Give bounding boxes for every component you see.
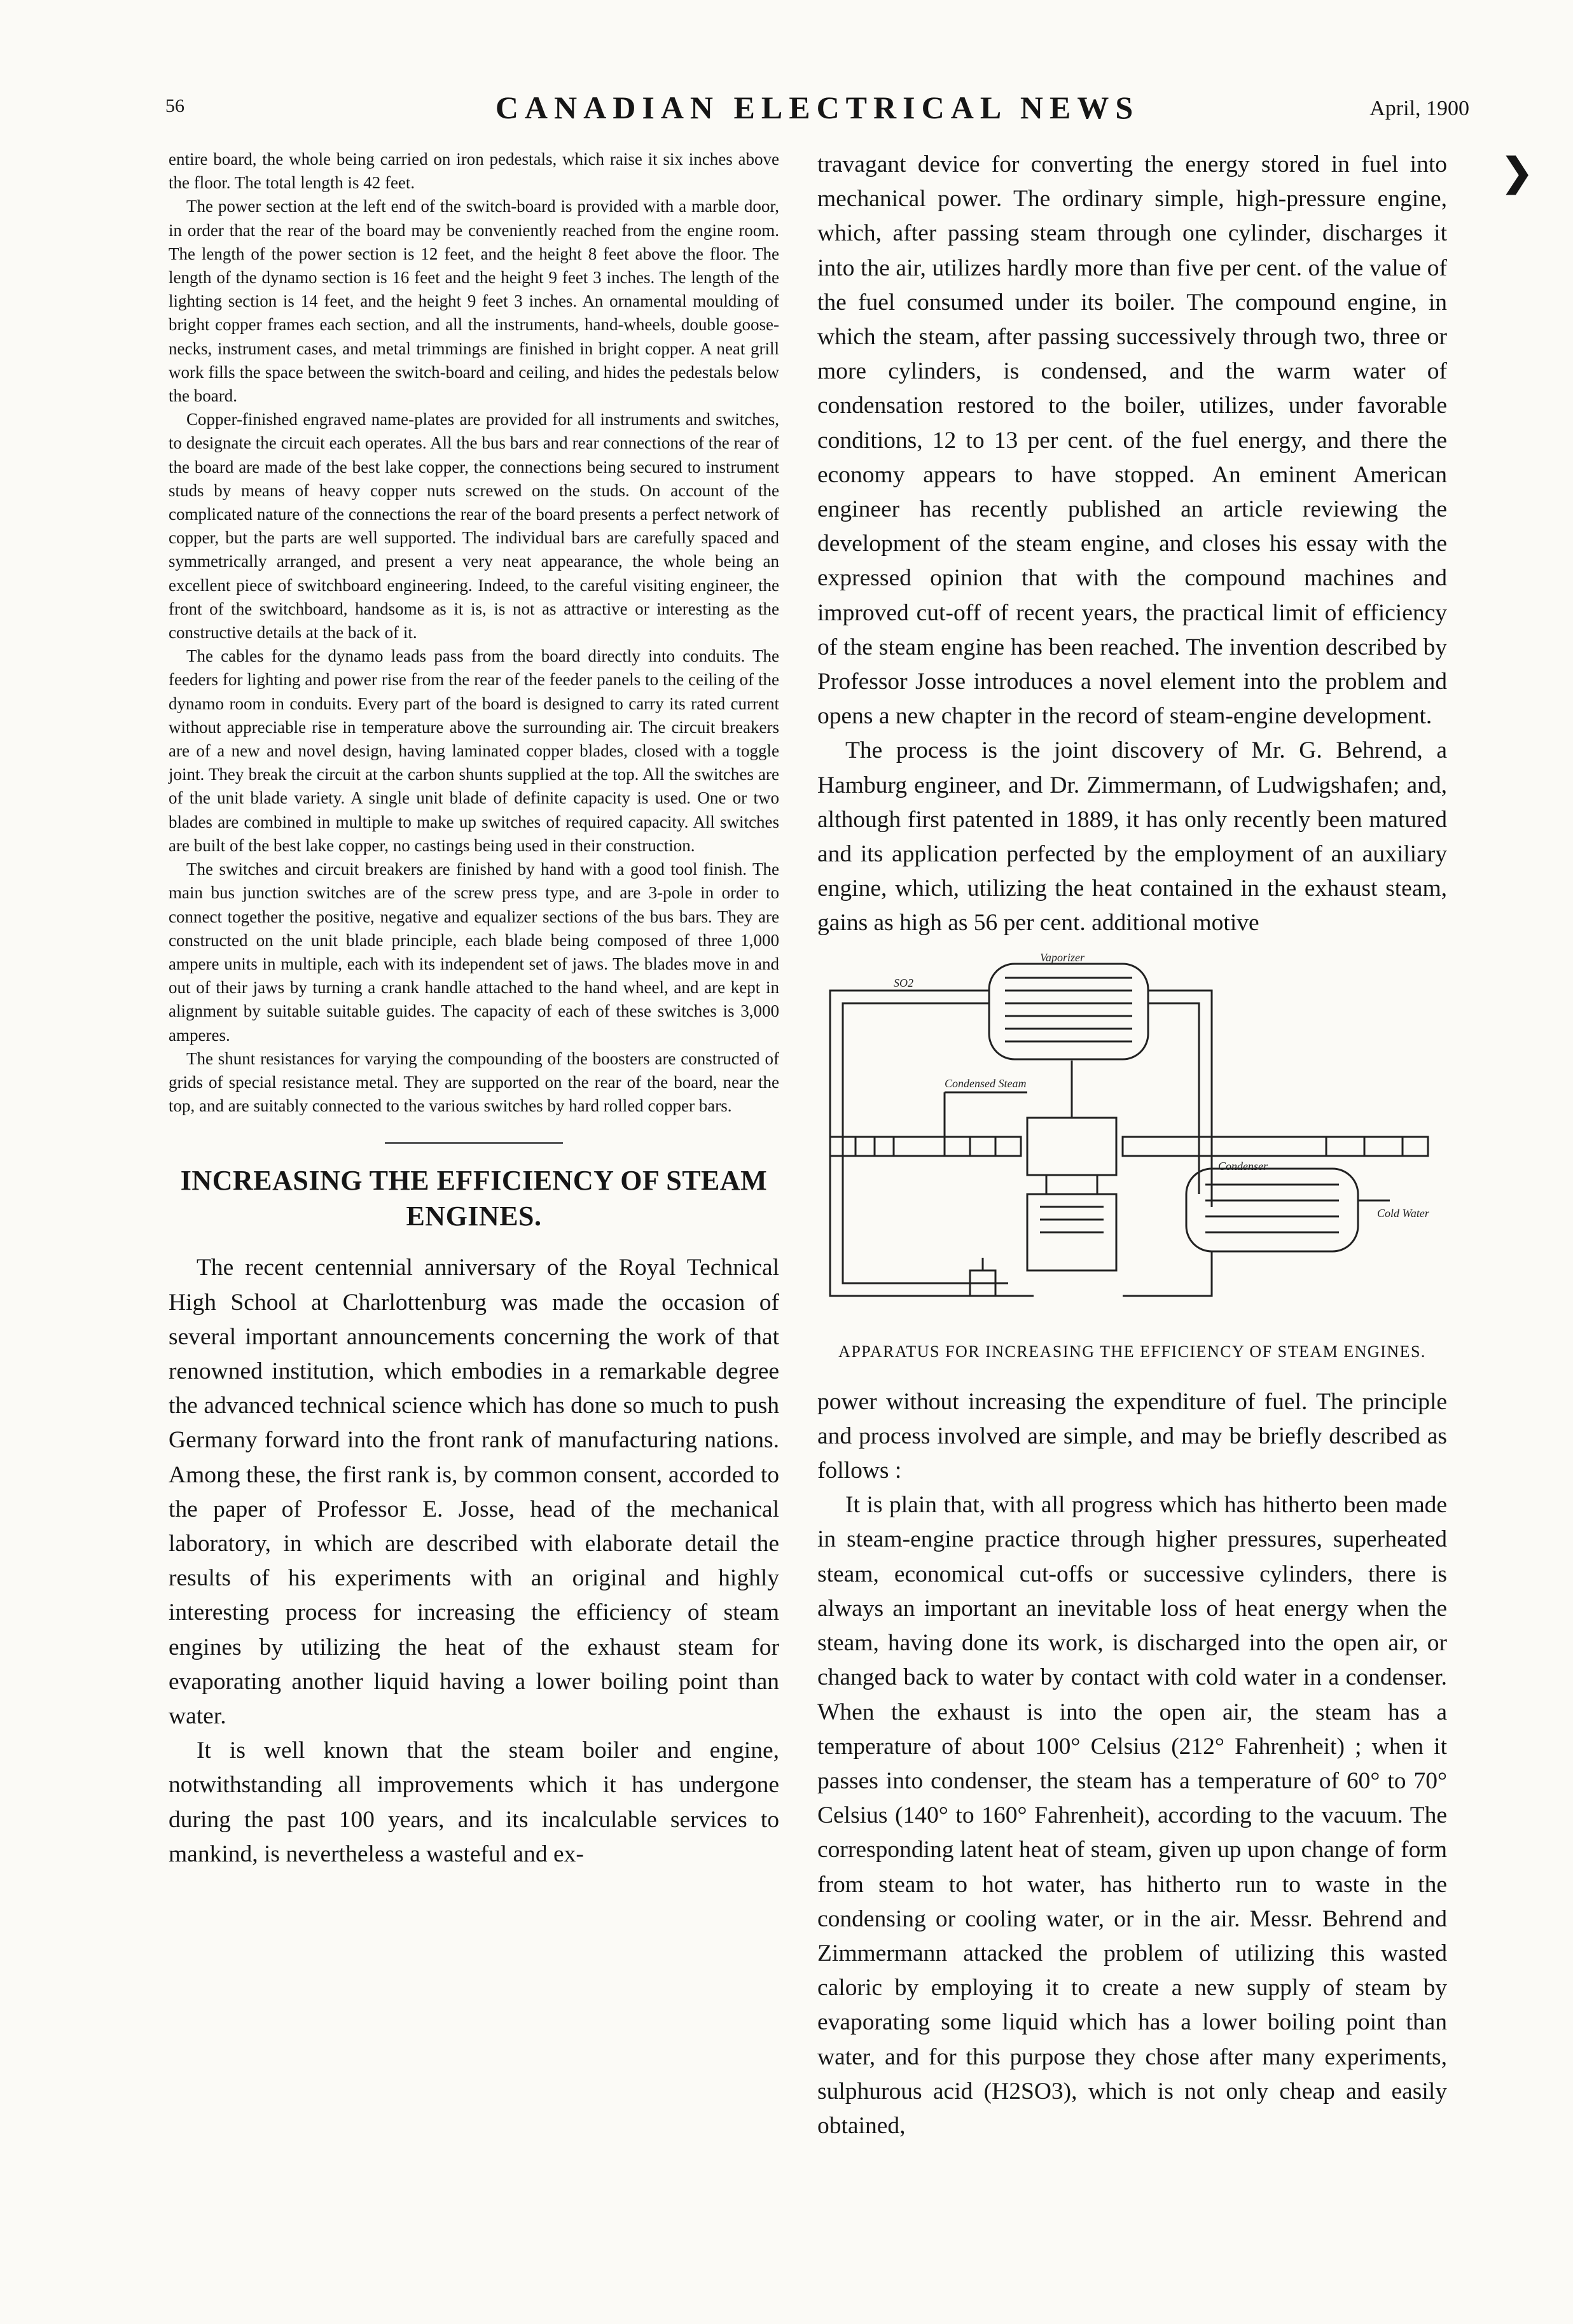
label-condenser: Condenser bbox=[1218, 1159, 1268, 1172]
issue-date: April, 1900 bbox=[1369, 97, 1469, 120]
paragraph: travagant device for converting the energy stored in fuel into mechanical power. The ordinary simple, high-pressure engine, which, after passing steam through one cylinder, discharges it into the air, utilizes hardly more than five per cent. of the value of the fuel consumed under its boiler. The compound engine, in which the steam, after passing successively through two, three or more cylinders, is condensed, and the warm water of condensation restored to the boiler, utilizes, under favorable conditions, 12 to 13 per cent. of the fuel energy, and there the economy appears to have stopped. An eminent American engineer has recently published an article reviewing the development of the steam engine, and closes his essay with the expressed opinion that with the compound machines and improved cut-off of recent years, the practical limit of efficiency of the steam engine has been reached. The invention described by Professor Josse introduces a novel element into the problem and opens a new chapter in the record of steam-engine development. bbox=[817, 151, 1447, 730]
left-column bbox=[169, 148, 779, 1872]
paragraph: Copper-finished engraved name-plates are provided for all instruments and switches, to designate the circuit each operates. All the bus bars and rear connections of the rear of the board are made of the best lake copper, the connections being secured to instrument studs by means of heavy copper nuts screwed on the studs. On account of the complicated nature of the connections the rear of the board presents a perfect network of copper, but the parts are well supported. The individual bars are carefully spaced and symmetrically arranged, and present a very neat appearance, the whole being an excellent piece of switchboard engineering. Indeed, to the careful visiting engineer, the front of the switchboard, handsome as it is, is not as attractive or interesting as the constructive details at the back of it. bbox=[169, 410, 779, 643]
paragraph: It is plain that, with all progress which has hitherto been made in steam-engine practice through higher pressures, superheated steam, economical cut-offs or successive cylinders, there is always an important an inevitable loss of heat energy when the steam, having done its work, is discharged into the open air, or changed back to water by contact with cold water in a condenser. When the exhaust is into the open air, the steam has a temperature of about 100° Celsius (212° Fahrenheit) ; when it passes into condenser, the steam has a temperature of 60° to 70° Celsius (140° to 160° Fahrenheit), according to the vacuum. The corresponding latent heat of steam, given up upon change of form from steam to hot water, has hitherto run to waste in the condensing or cooling water, or in the air. Messr. Behrend and Zimmermann attacked the problem of utilizing this wasted caloric by employing it to create a new supply of steam by evaporating some liquid which has a lower boiling point than water, and for this purpose they chose after many experiments, sulphurous acid (H2SO3), which is not only cheap and easily obtained, bbox=[817, 1492, 1447, 2139]
right-shaft bbox=[1123, 1137, 1428, 1156]
paragraph: entire board, the whole being carried on iron pedestals, which raise it six inches above the floor. The total length is 42 feet. bbox=[169, 150, 779, 193]
engine-cylinder bbox=[1027, 1118, 1116, 1175]
paragraph: The power section at the left end of the switch-board is provided with a marble door, in order that the rear of the board may be conveniently reached from the engine room. The length of the power section is 12 feet, and the height 8 feet above the floor. The length of the dynamo section is 16 feet and the height 9 feet 3 inches. The length of the lighting section is 14 feet, and the height 9 feet 3 inches. An ornamental moulding of bright copper frames each section, and all the instruments, hand-wheels, double goose-necks, instrument cases, and metal trimmings are finished in bright copper. A neat grill work fills the space between the switch-board and ceiling, and hides the pedestals below the board. bbox=[169, 197, 779, 406]
section-divider bbox=[385, 1142, 563, 1144]
label-cold-water: Cold Water bbox=[1377, 1206, 1429, 1220]
right-column-text-top bbox=[817, 148, 1447, 941]
right-column bbox=[817, 148, 1447, 2143]
paragraph: The cables for the dynamo leads pass from the board directly into conduits. The feeders for lighting and power rise from the rear of the feeder panels to the ceiling of the dynamo room in conduits. Every part of the board is designed to carry its rated current without appreciable rise in temperature above the surrounding air. The circuit breakers are of a new and novel design, having laminated copper blades, closed with a toggle joint. They break the circuit at the carbon shunts supplied at the top. All the switches are of the unit blade variety. A single unit blade of definite capacity is used. One or two blades are combined in multiple to make up switches of required capacity. All switches are built of the best lake copper, no castings being used in their construction. bbox=[169, 646, 779, 855]
steam-article-body bbox=[169, 1251, 779, 1872]
article-headline: INCREASING THE EFFICIENCY OF STEAM ENGINES. bbox=[180, 1165, 768, 1232]
paragraph: It is well known that the steam boiler and engine, notwithstanding all improvements which it has undergone during the past 100 years, and its incalculable services to mankind, is nevertheless a wasteful and ex- bbox=[169, 1737, 779, 1867]
figure-caption: APPARATUS FOR INCREASING THE EFFICIENCY OF STEAM ENGINES. bbox=[838, 1342, 1426, 1361]
masthead: CANADIAN ELECTRICAL NEWS bbox=[495, 90, 1140, 125]
paragraph: The recent centennial anniversary of the Royal Technical High School at Charlottenburg was made the occasion of several important announcements concerning the work of that renowned institution, which embodies in a remarkable degree the advanced technical science which has done so much to push Germany forward into the front rank of manufacturing nations. Among these, the first rank is, by common consent, accorded to the paper of Professor E. Josse, head of the mechanical laboratory, in which are described with elaborate detail the results of his experiments with an original and highly interesting process for increasing the efficiency of steam engines by utilizing the heat of the exhaust steam for evaporating another liquid having a lower boiling point than water. bbox=[169, 1255, 779, 1729]
label-condensed-steam: Condensed Steam bbox=[945, 1076, 1027, 1090]
paragraph: The process is the joint discovery of Mr. G. Behrend, a Hamburg engineer, and Dr. Zimmermann, of Ludwigshafen; and, although first patented in 1889, it has only recently been matured and its application perfected by the employment of an auxiliary engine, which, utilizing the heat contained in the exhaust steam, gains as high as 56 per cent. additional motive bbox=[817, 737, 1447, 936]
label-so2: SO2 bbox=[894, 976, 913, 989]
left-shaft bbox=[830, 1137, 1021, 1156]
switchboard-article-continuation bbox=[169, 148, 779, 1118]
label-vaporizer: Vaporizer bbox=[1040, 950, 1085, 964]
right-column-text-bottom bbox=[817, 1385, 1447, 2143]
paragraph: power without increasing the expenditure of fuel. The principle and process involved are simple, and may be briefly described as follows : bbox=[817, 1388, 1447, 1484]
page-header bbox=[165, 89, 1469, 134]
apparatus-drawing bbox=[817, 952, 1447, 1334]
paragraph: The switches and circuit breakers are finished by hand with a good tool finish. The main bus junction switches are of the screw press type, and are 3-pole in order to connect together the positive, negative and equalizer sections of the bus bars. They are constructed on the unit blade principle, each blade being composed of three 1,000 ampere units in multiple, each with its independent set of jaws. The blades move in and out of their jaws by turning a crank handle attached to the hand wheel, and are kept in alignment by suitable suitable guides. The capacity of each of these switches is 3,000 amperes. bbox=[169, 859, 779, 1045]
marginal-mark: ❯ bbox=[1501, 151, 1534, 193]
apparatus-diagram bbox=[817, 952, 1447, 1334]
page-number: 56 bbox=[165, 95, 184, 116]
paragraph: The shunt resistances for varying the compounding of the boosters are constructed of grids of special resistance metal. They are supported on the rear of the board, near the top, and are suitably connected to the various switches by hard rolled copper bars. bbox=[169, 1048, 779, 1116]
